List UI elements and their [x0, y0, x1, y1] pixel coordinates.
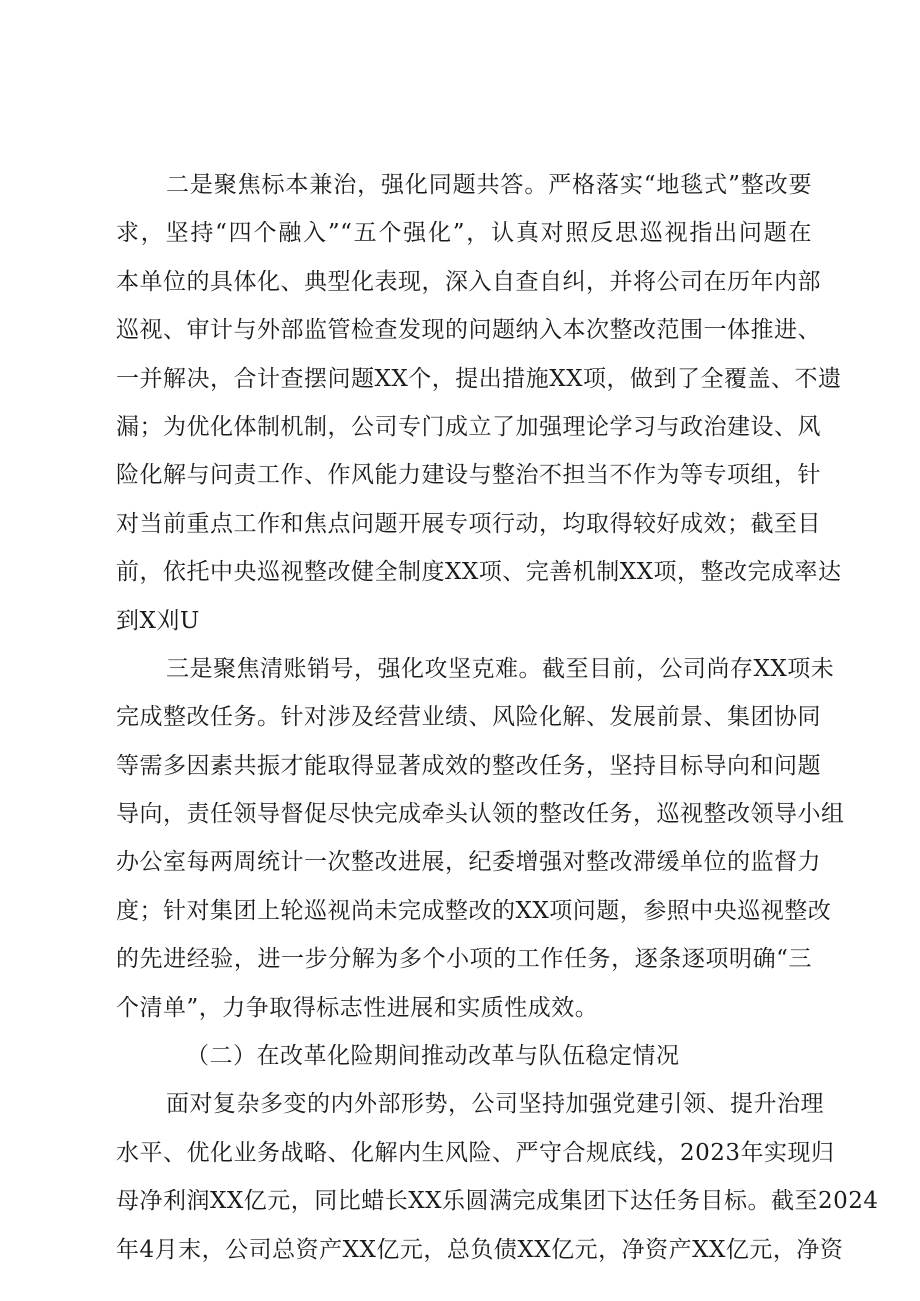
text-line: 险化解与问责工作、作风能力建设与整治不担当不作为等专项组，针: [116, 462, 821, 489]
text-line: 求，坚持“四个融入”“五个强化”，认真对照反思巡视指出问题在: [116, 220, 812, 247]
text-line: 个清单”，力争取得标志性进展和实质性成效。: [116, 994, 599, 1021]
text-line: 漏；为优化体制机制，公司专门成立了加强理论学习与政治建设、风: [116, 413, 821, 440]
section-heading-text: （二）在改革化险期间推动改革与队伍稳定情况: [186, 1043, 680, 1070]
text-line: 二是聚焦标本兼治，强化同题共答。严格落实“地毯式”整改要: [166, 172, 812, 198]
text-line: 水平、优化业务战略、化解内生风险、严守合规底线，2023年实现归: [116, 1139, 835, 1166]
text-line: 面对复杂多变的内外部形势，公司坚持加强党建引领、提升治理: [166, 1091, 824, 1118]
text-line: 巡视、审计与外部监管检查发现的问题纳入本次整改范围一体推进、: [116, 317, 821, 344]
text-line: 三是聚焦清账销号，强化攻坚克难。截至目前，公司尚存XX项未: [166, 655, 835, 682]
text-line: 导向，责任领导督促尽快完成牵头认领的整改任务，巡视整改领导小组: [116, 801, 845, 828]
text-line: 办公室每两周统计一次整改进展，纪委增强对整改滞缓单位的监督力: [116, 849, 821, 876]
paragraph-reform-stability: [116, 1080, 879, 1274]
paragraph-clear-accounts: [116, 645, 845, 1032]
text-line: 的先进经验，进一步分解为多个小项的工作任务，逐条逐项明确“三: [116, 946, 812, 973]
text-line: 一并解决，合计查摆问题XX个，提出措施XX项，做到了全覆盖、不遗: [116, 365, 842, 392]
text-line: 到X刈U: [116, 607, 200, 634]
text-line: 对当前重点工作和焦点问题开展专项行动，均取得较好成效；截至目: [116, 510, 821, 537]
text-line: 年4月末，公司总资产XX亿元，总负债XX亿元，净资产XX亿元，净资: [116, 1236, 844, 1263]
text-line: 度；针对集团上轮巡视尚未完成整改的XX项问题，参照中央巡视整改: [116, 897, 832, 924]
document-body: [116, 161, 879, 1274]
text-line: 完成整改任务。针对涉及经营业绩、风险化解、发展前景、集团协同: [116, 704, 821, 731]
text-line: 前，依托中央巡视整改健全制度XX项、完善机制XX项，整改完成率达: [116, 559, 842, 586]
text-line: 等需多因素共振才能取得显著成效的整改任务，坚持目标导向和问题: [116, 752, 821, 779]
text-line: 本单位的具体化、典型化表现，深入自查自纠，并将公司在历年内部: [116, 268, 821, 295]
text-line: 母净利润XX亿元，同比蜡长XX乐圆满完成集团下达任务目标。截至2024: [116, 1188, 879, 1215]
paragraph-focus-root-causes: [116, 161, 842, 645]
section-heading: [116, 1032, 812, 1080]
